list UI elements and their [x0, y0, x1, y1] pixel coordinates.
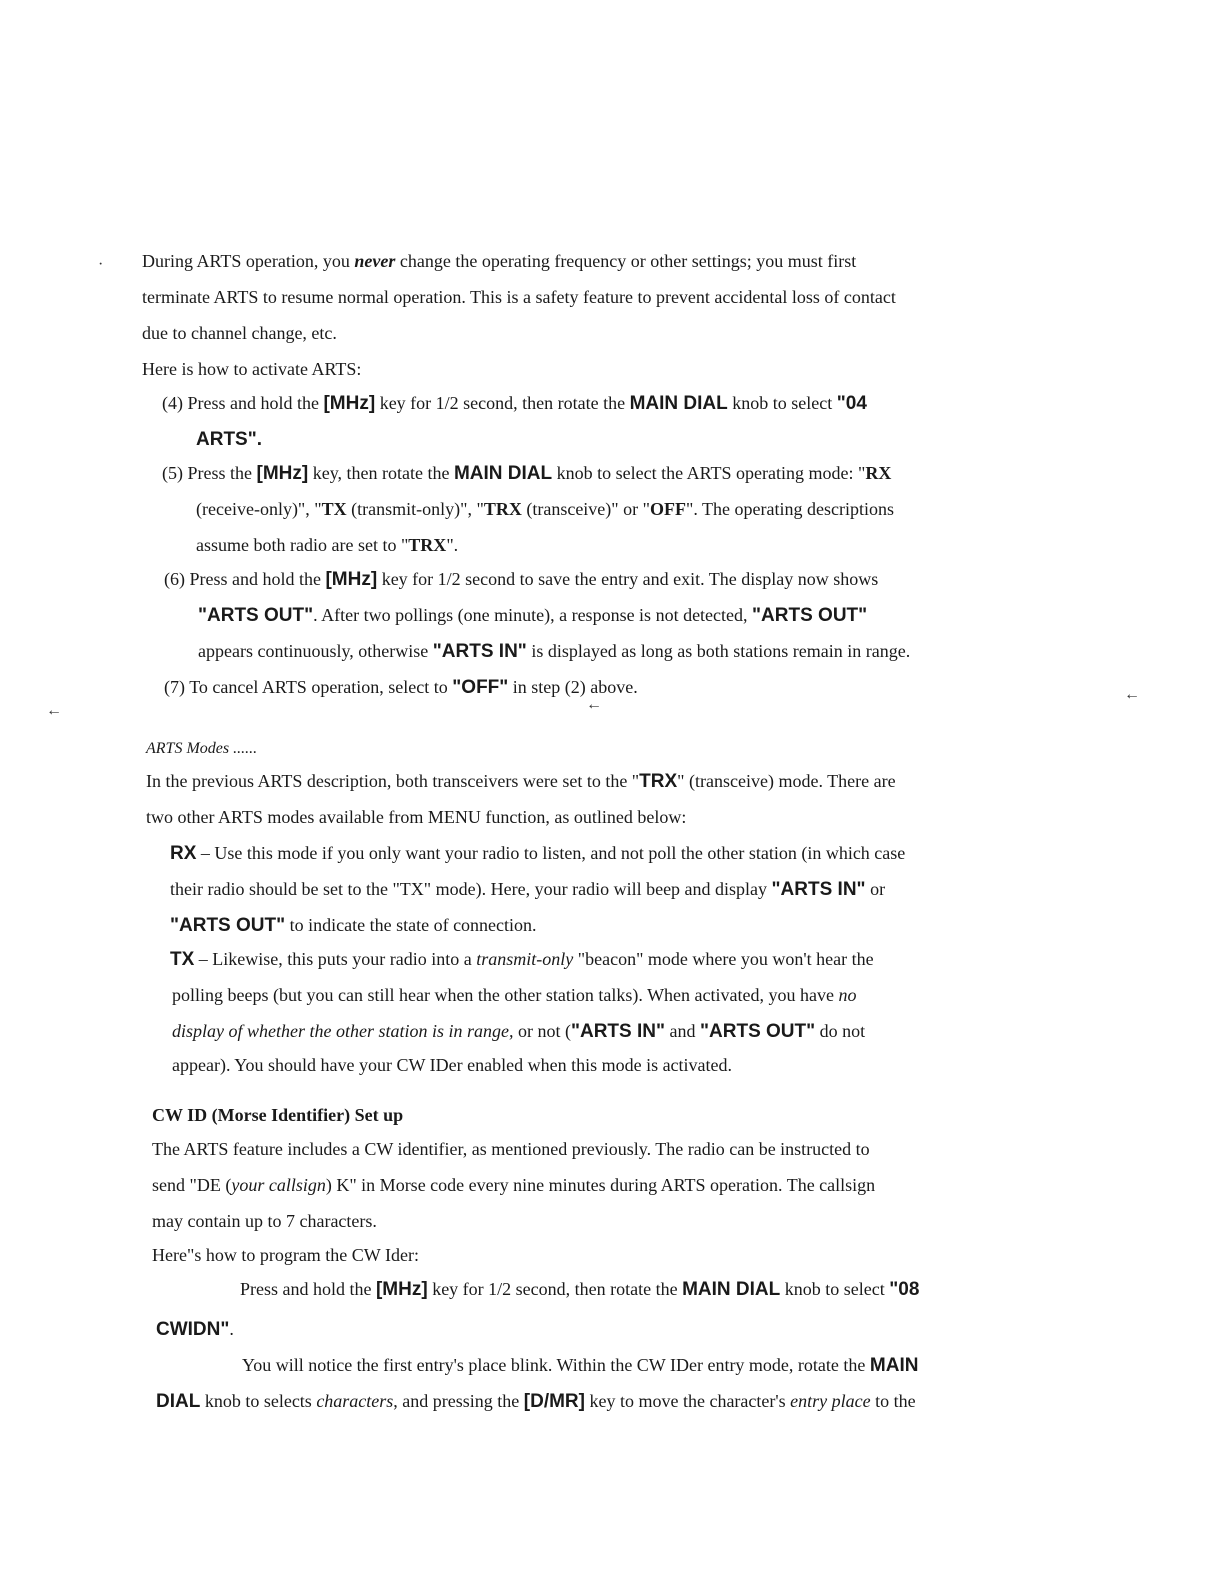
- mode-off: OFF: [649, 499, 686, 519]
- text: "beacon" mode where you won't hear the: [573, 949, 874, 969]
- rx-line-3: [170, 914, 537, 937]
- cwid-heading: [152, 1104, 403, 1126]
- text: may contain up to 7 characters.: [152, 1211, 377, 1231]
- emphasis: your callsign: [231, 1175, 326, 1195]
- menu-selection: ARTS".: [196, 429, 263, 450]
- modes-line-1: [146, 770, 896, 793]
- mode-trx: TRX: [483, 499, 522, 519]
- text: ARTS Modes ......: [146, 740, 258, 757]
- modes-line-2: [146, 806, 686, 828]
- display-arts-out: "ARTS OUT": [752, 605, 868, 626]
- display-arts-in: "ARTS IN": [570, 1021, 666, 1042]
- text: .: [229, 1319, 234, 1339]
- text: key for 1/2 second, then rotate the: [427, 1279, 683, 1299]
- step-5-line-3: [196, 534, 458, 556]
- text: – Use this mode if you only want your radio to listen, and not poll the other station (in which case: [196, 843, 906, 863]
- emphasis: display of whether the other station is in range,: [172, 1021, 514, 1041]
- text: due to channel change, etc.: [142, 323, 337, 343]
- text: " (transceive) mode. There are: [677, 771, 896, 791]
- emphasis: characters: [316, 1391, 394, 1411]
- emphasis: transmit-only: [476, 949, 574, 969]
- text: . After two pollings (one minute), a response is not detected,: [313, 605, 753, 625]
- cwid-line-1: [152, 1138, 870, 1160]
- text: their radio should be set to the "TX" mode). Here, your radio will beep and display: [170, 879, 772, 899]
- cwid-line-2: [152, 1174, 875, 1196]
- display-arts-in: "ARTS IN": [432, 641, 527, 662]
- key-mhz: [MHz]: [325, 569, 378, 590]
- mode-trx: TRX: [639, 771, 678, 792]
- main-dial-label: MAIN DIAL: [682, 1279, 781, 1300]
- text: and: [665, 1021, 701, 1041]
- text: in step (2) above.: [508, 677, 638, 697]
- text: is displayed as long as both stations remain in range.: [526, 641, 911, 661]
- step-4-line-1: [162, 392, 867, 415]
- step-6-line-2: [198, 604, 867, 627]
- key-mhz: [MHz]: [375, 1279, 428, 1300]
- text: The ARTS feature includes a CW identifier, as mentioned previously. The radio can be instructed to: [152, 1139, 870, 1159]
- cwid-line-4: [152, 1244, 419, 1266]
- text: knob to select: [727, 393, 837, 413]
- right-margin-arrow-mark: ←: [1124, 686, 1140, 703]
- text: , and pressing the: [393, 1391, 524, 1411]
- text: key to move the character's: [584, 1391, 791, 1411]
- text: knob to selects: [200, 1391, 317, 1411]
- menu-selection: CWIDN": [156, 1319, 230, 1340]
- display-arts-out: "ARTS OUT": [700, 1021, 816, 1042]
- step-5-line-2: [196, 498, 894, 520]
- mode-trx: TRX: [408, 535, 447, 555]
- mode-tx: TX: [321, 499, 347, 519]
- rx-line-1: [170, 842, 905, 865]
- intro-line-3: [142, 322, 337, 344]
- text: key, then rotate the: [308, 463, 454, 483]
- bullet-mark: ·: [98, 256, 104, 273]
- emphasis: entry place: [790, 1391, 871, 1411]
- text: polling beeps (but you can still hear when the other station talks). When activated, you have: [172, 985, 839, 1005]
- main-dial-label: MAIN DIAL: [629, 393, 728, 414]
- menu-selection: "08: [889, 1279, 920, 1300]
- display-arts-out: "ARTS OUT": [170, 915, 286, 936]
- key-dmr: [D/MR]: [523, 1391, 585, 1412]
- text: do not: [815, 1021, 866, 1041]
- text: Press the: [187, 463, 257, 483]
- text: key for 1/2 second to save the entry and exit. The display now shows: [377, 569, 879, 589]
- text: You will notice the first entry's place blink. Within the CW IDer entry mode, rotate the: [242, 1355, 870, 1375]
- text: Press and hold the: [240, 1279, 376, 1299]
- activate-intro: [142, 358, 361, 380]
- step-number: (5): [162, 463, 183, 483]
- display-arts-out: "ARTS OUT": [198, 605, 314, 626]
- text: appears continuously, otherwise: [198, 641, 433, 661]
- emphasis: no: [838, 985, 857, 1005]
- text: to the: [870, 1391, 916, 1411]
- cwid-step-2-line-2: [156, 1390, 916, 1413]
- text: ".: [446, 535, 459, 555]
- tx-line-4: [172, 1054, 732, 1076]
- mode-off: "OFF": [452, 677, 509, 698]
- text: appear). You should have your CW IDer enabled when this mode is activated.: [172, 1055, 733, 1075]
- mode-rx: RX: [865, 463, 892, 483]
- tx-line-1: [170, 948, 874, 971]
- left-margin-arrow-mark: ←: [46, 702, 62, 719]
- cwid-step-1-line-1: [240, 1278, 919, 1301]
- arts-modes-heading: [146, 738, 257, 760]
- center-arrow-mark: ←: [586, 696, 602, 713]
- cwid-step-1-line-2: [156, 1318, 234, 1341]
- text: to indicate the state of connection.: [285, 915, 537, 935]
- emphasis-never: never: [354, 251, 396, 271]
- text: send "DE (: [152, 1175, 232, 1195]
- text: or: [865, 879, 886, 899]
- step-5-line-1: [162, 462, 891, 485]
- main-dial-label: MAIN DIAL: [453, 463, 553, 484]
- step-6-line-3: [198, 640, 910, 663]
- step-number: (4): [162, 393, 183, 413]
- cwid-line-3: [152, 1210, 377, 1232]
- menu-selection: "04: [836, 393, 867, 414]
- text: In the previous ARTS description, both transceivers were set to the ": [146, 771, 640, 791]
- text: or not (: [513, 1021, 571, 1041]
- text: Here"s how to program the CW Ider:: [152, 1245, 419, 1265]
- text: To cancel ARTS operation, select to: [189, 677, 453, 697]
- mode-rx-label: RX: [170, 843, 197, 864]
- key-mhz: [MHz]: [256, 463, 309, 484]
- cwid-step-2-line-1: [242, 1354, 918, 1377]
- step-number: (7): [164, 677, 185, 697]
- text: two other ARTS modes available from MENU function, as outlined below:: [146, 807, 687, 827]
- step-4-line-2: [196, 428, 262, 451]
- text: (transceive)" or ": [521, 499, 650, 519]
- mode-tx-label: TX: [170, 949, 195, 970]
- text: ) K" in Morse code every nine minutes during ARTS operation. The callsign: [325, 1175, 876, 1195]
- text: knob to select: [780, 1279, 890, 1299]
- step-6-line-1: [164, 568, 878, 591]
- step-number: (6): [164, 569, 185, 589]
- text: (transmit-only)", ": [346, 499, 484, 519]
- text: terminate ARTS to resume normal operation. This is a safety feature to prevent accidental loss of contact: [142, 287, 896, 307]
- intro-line-1: [142, 250, 856, 272]
- text: During ARTS operation, you: [142, 251, 355, 271]
- text: – Likewise, this puts your radio into a: [194, 949, 477, 969]
- text: knob to select the ARTS operating mode: ": [552, 463, 866, 483]
- display-arts-in: "ARTS IN": [771, 879, 866, 900]
- text: key for 1/2 second, then rotate the: [375, 393, 630, 413]
- tx-line-3: [172, 1020, 865, 1043]
- text: Press and hold the: [187, 393, 324, 413]
- rx-line-2: [170, 878, 885, 901]
- text: Here is how to activate ARTS:: [142, 359, 362, 379]
- text: CW ID (Morse Identifier) Set up: [152, 1105, 404, 1125]
- tx-line-2: [172, 984, 856, 1006]
- text: assume both radio are set to ": [196, 535, 409, 555]
- text: Press and hold the: [189, 569, 326, 589]
- text: ". The operating descriptions: [685, 499, 894, 519]
- key-mhz: [MHz]: [323, 393, 376, 414]
- intro-line-2: [142, 286, 896, 308]
- main-dial-label: MAIN: [869, 1355, 919, 1376]
- step-7-line-1: [164, 676, 638, 699]
- text: (receive-only)", ": [196, 499, 322, 519]
- main-dial-label: DIAL: [156, 1391, 201, 1412]
- text: change the operating frequency or other settings; you must first: [395, 251, 857, 271]
